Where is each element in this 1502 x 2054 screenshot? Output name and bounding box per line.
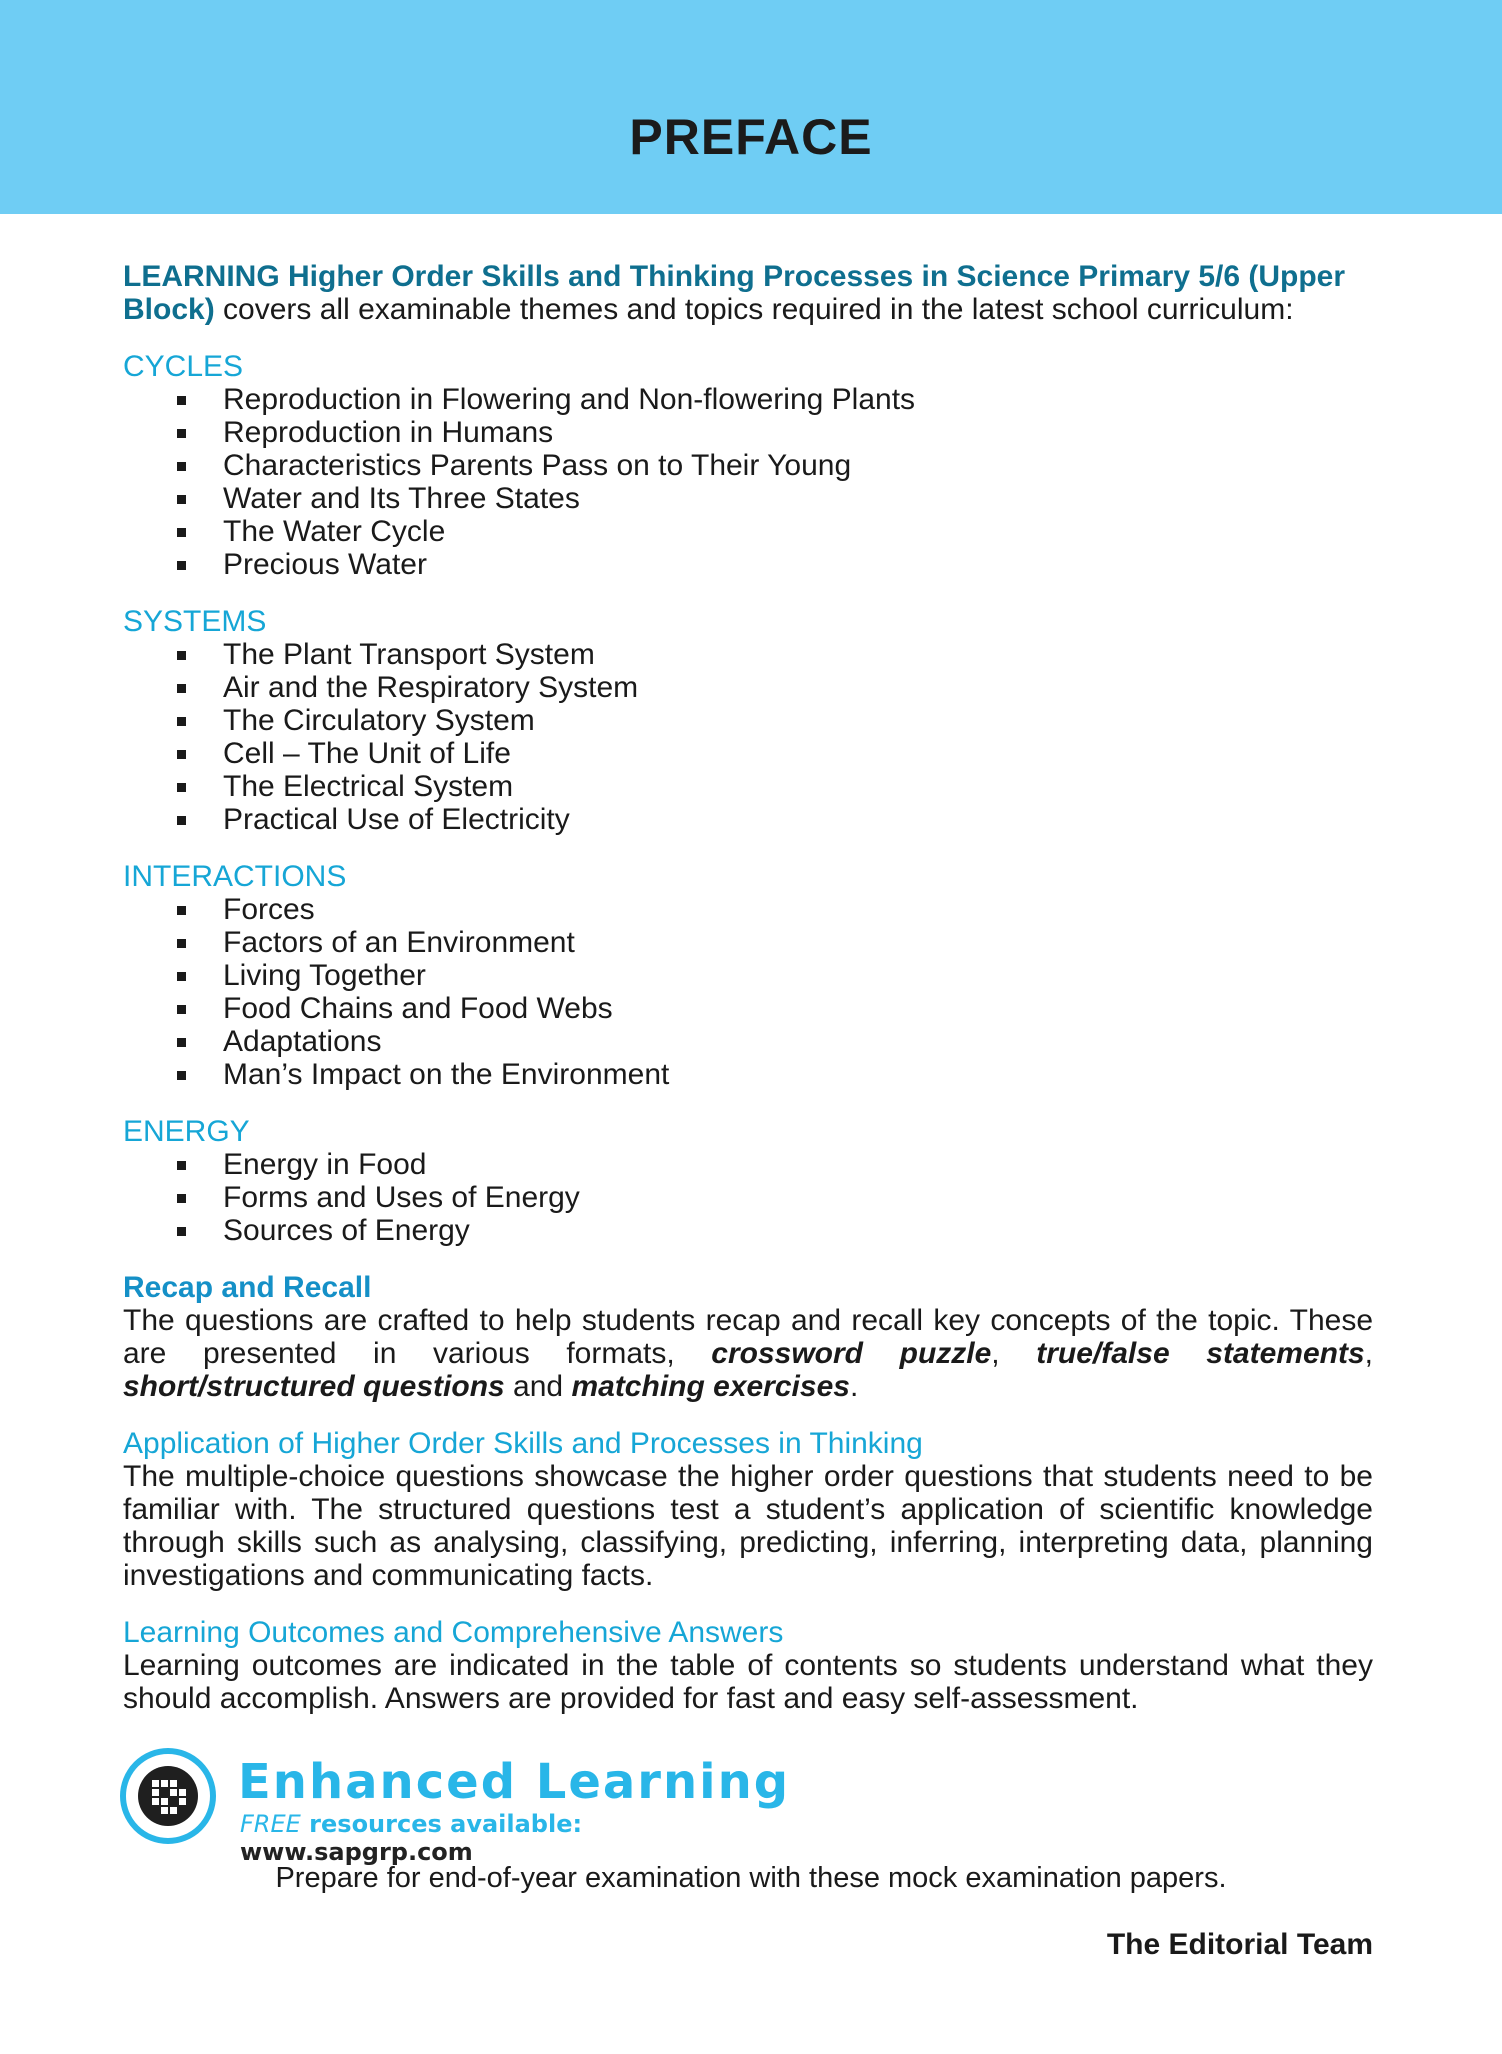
recap-end: . bbox=[849, 1370, 859, 1403]
topic-label: Energy in Food bbox=[223, 1148, 427, 1181]
topic-item bbox=[123, 959, 1373, 992]
topic-label: The Water Cycle bbox=[223, 515, 446, 548]
bullet-square-icon bbox=[177, 783, 186, 792]
bullet-square-icon bbox=[177, 651, 186, 660]
outcomes-text: Learning outcomes are indicated in the table of contents so students understand what they should accomplish. Answers are provided for fast and easy self-assessment. bbox=[123, 1649, 1373, 1715]
topic-label: Living Together bbox=[223, 959, 426, 992]
topic-label: Cell – The Unit of Life bbox=[223, 737, 511, 770]
bullet-square-icon bbox=[177, 396, 186, 405]
bullet-square-icon bbox=[177, 495, 186, 504]
bullet-square-icon bbox=[177, 717, 186, 726]
recap-text bbox=[123, 1304, 1373, 1403]
topic-item bbox=[123, 383, 1373, 416]
topic-label: Adaptations bbox=[223, 1025, 382, 1058]
topic-item bbox=[123, 1181, 1373, 1214]
topic-item bbox=[123, 803, 1373, 836]
theme-heading-interactions: INTERACTIONS bbox=[123, 860, 347, 893]
bullet-square-icon bbox=[177, 429, 186, 438]
topic-label: Food Chains and Food Webs bbox=[223, 992, 613, 1025]
page-title: PREFACE bbox=[629, 109, 873, 165]
bullet-square-icon bbox=[177, 972, 186, 981]
topic-label: Characteristics Parents Pass on to Their Young bbox=[223, 449, 852, 482]
topic-label: Practical Use of Electricity bbox=[223, 803, 570, 836]
theme-heading-cycles: CYCLES bbox=[123, 350, 244, 383]
closing-line: Prepare for end-of-year examination with these mock examination papers. bbox=[275, 1862, 1227, 1894]
logo-url: www.sapgrp.com bbox=[240, 1838, 473, 1866]
topic-list bbox=[123, 638, 1373, 836]
topic-label: Man’s Impact on the Environment bbox=[223, 1058, 670, 1091]
bullet-square-icon bbox=[177, 528, 186, 537]
bullet-square-icon bbox=[177, 1161, 186, 1170]
preface-content bbox=[123, 260, 1373, 1739]
topic-list bbox=[123, 893, 1373, 1091]
logo-free: FREE bbox=[240, 1810, 301, 1838]
topic-label: Water and Its Three States bbox=[223, 482, 580, 515]
topic-item bbox=[123, 926, 1373, 959]
topic-item bbox=[123, 737, 1373, 770]
topic-item bbox=[123, 1148, 1373, 1181]
topic-item bbox=[123, 482, 1373, 515]
topic-label: Reproduction in Flowering and Non-flowering Plants bbox=[223, 383, 916, 416]
bullet-square-icon bbox=[177, 684, 186, 693]
topic-item bbox=[123, 1214, 1373, 1247]
topic-item bbox=[123, 893, 1373, 926]
topic-item bbox=[123, 1058, 1373, 1091]
recap-format-truefalse: true/false statements bbox=[1036, 1337, 1365, 1370]
topic-label: Forces bbox=[223, 893, 315, 926]
recap-sep: , bbox=[991, 1337, 1037, 1370]
enhanced-learning-logo bbox=[120, 1748, 820, 1866]
topic-item bbox=[123, 515, 1373, 548]
themes-list bbox=[123, 350, 1373, 1247]
logo-crossword-icon bbox=[138, 1766, 198, 1826]
signature: The Editorial Team bbox=[1106, 1928, 1373, 1961]
topic-item bbox=[123, 638, 1373, 671]
recap-text-part: The questions are crafted to help students recap and recall key concepts of the topic. These are presented in various formats, bbox=[123, 1304, 1373, 1370]
theme-heading-systems: SYSTEMS bbox=[123, 605, 267, 638]
topic-label: Air and the Respiratory System bbox=[223, 671, 639, 704]
topic-item bbox=[123, 770, 1373, 803]
topic-label: Forms and Uses of Energy bbox=[223, 1181, 580, 1214]
theme-heading-energy: ENERGY bbox=[123, 1115, 250, 1148]
recap-sep: and bbox=[504, 1370, 572, 1403]
topic-label: The Circulatory System bbox=[223, 704, 535, 737]
application-text: The multiple-choice questions showcase the higher order questions that students need to be familiar with. The structured questions test a student’s application of scientific knowledge through skills such as analysing, classifying, predicting, inferring, interpreting data, planning investigations and communicating facts. bbox=[123, 1460, 1373, 1592]
recap-heading: Recap and Recall bbox=[123, 1271, 372, 1304]
recap-format-matching: matching exercises bbox=[571, 1370, 850, 1403]
bullet-square-icon bbox=[177, 939, 186, 948]
bullet-square-icon bbox=[177, 462, 186, 471]
topic-list bbox=[123, 383, 1373, 581]
bullet-square-icon bbox=[177, 1005, 186, 1014]
recap-sep: , bbox=[1364, 1337, 1373, 1370]
book-title: LEARNING Higher Order Skills and Thinking Processes in Science Primary 5/6 (Upper Block) bbox=[123, 260, 1346, 326]
bullet-square-icon bbox=[177, 561, 186, 570]
topic-item bbox=[123, 449, 1373, 482]
application-heading: Application of Higher Order Skills and Processes in Thinking bbox=[123, 1427, 923, 1460]
topic-label: The Electrical System bbox=[223, 770, 514, 803]
topic-label: The Plant Transport System bbox=[223, 638, 595, 671]
topic-item bbox=[123, 548, 1373, 581]
bullet-square-icon bbox=[177, 906, 186, 915]
bullet-square-icon bbox=[177, 816, 186, 825]
topic-label: Factors of an Environment bbox=[223, 926, 575, 959]
header-band bbox=[0, 0, 1502, 214]
topic-item bbox=[123, 416, 1373, 449]
logo-tagline bbox=[240, 1810, 820, 1866]
recap-format-crossword: crossword puzzle bbox=[711, 1337, 992, 1370]
topic-label: Reproduction in Humans bbox=[223, 416, 554, 449]
topic-item bbox=[123, 1025, 1373, 1058]
bullet-square-icon bbox=[177, 1071, 186, 1080]
intro-text: covers all examinable themes and topics required in the latest school curriculum: bbox=[214, 293, 1294, 326]
logo-name: Enhanced Learning bbox=[238, 1754, 791, 1810]
topic-label: Precious Water bbox=[223, 548, 427, 581]
logo-tag-text: resources available: bbox=[300, 1810, 583, 1838]
logo-badge-icon bbox=[120, 1748, 216, 1844]
recap-format-structured: short/structured questions bbox=[123, 1370, 505, 1403]
topic-item bbox=[123, 671, 1373, 704]
topic-list bbox=[123, 1148, 1373, 1247]
bullet-square-icon bbox=[177, 1038, 186, 1047]
bullet-square-icon bbox=[177, 1194, 186, 1203]
topic-item bbox=[123, 992, 1373, 1025]
outcomes-heading: Learning Outcomes and Comprehensive Answers bbox=[123, 1616, 784, 1649]
bullet-square-icon bbox=[177, 750, 186, 759]
intro-paragraph bbox=[123, 260, 1373, 326]
topic-label: Sources of Energy bbox=[223, 1214, 470, 1247]
topic-item bbox=[123, 704, 1373, 737]
bullet-square-icon bbox=[177, 1227, 186, 1236]
